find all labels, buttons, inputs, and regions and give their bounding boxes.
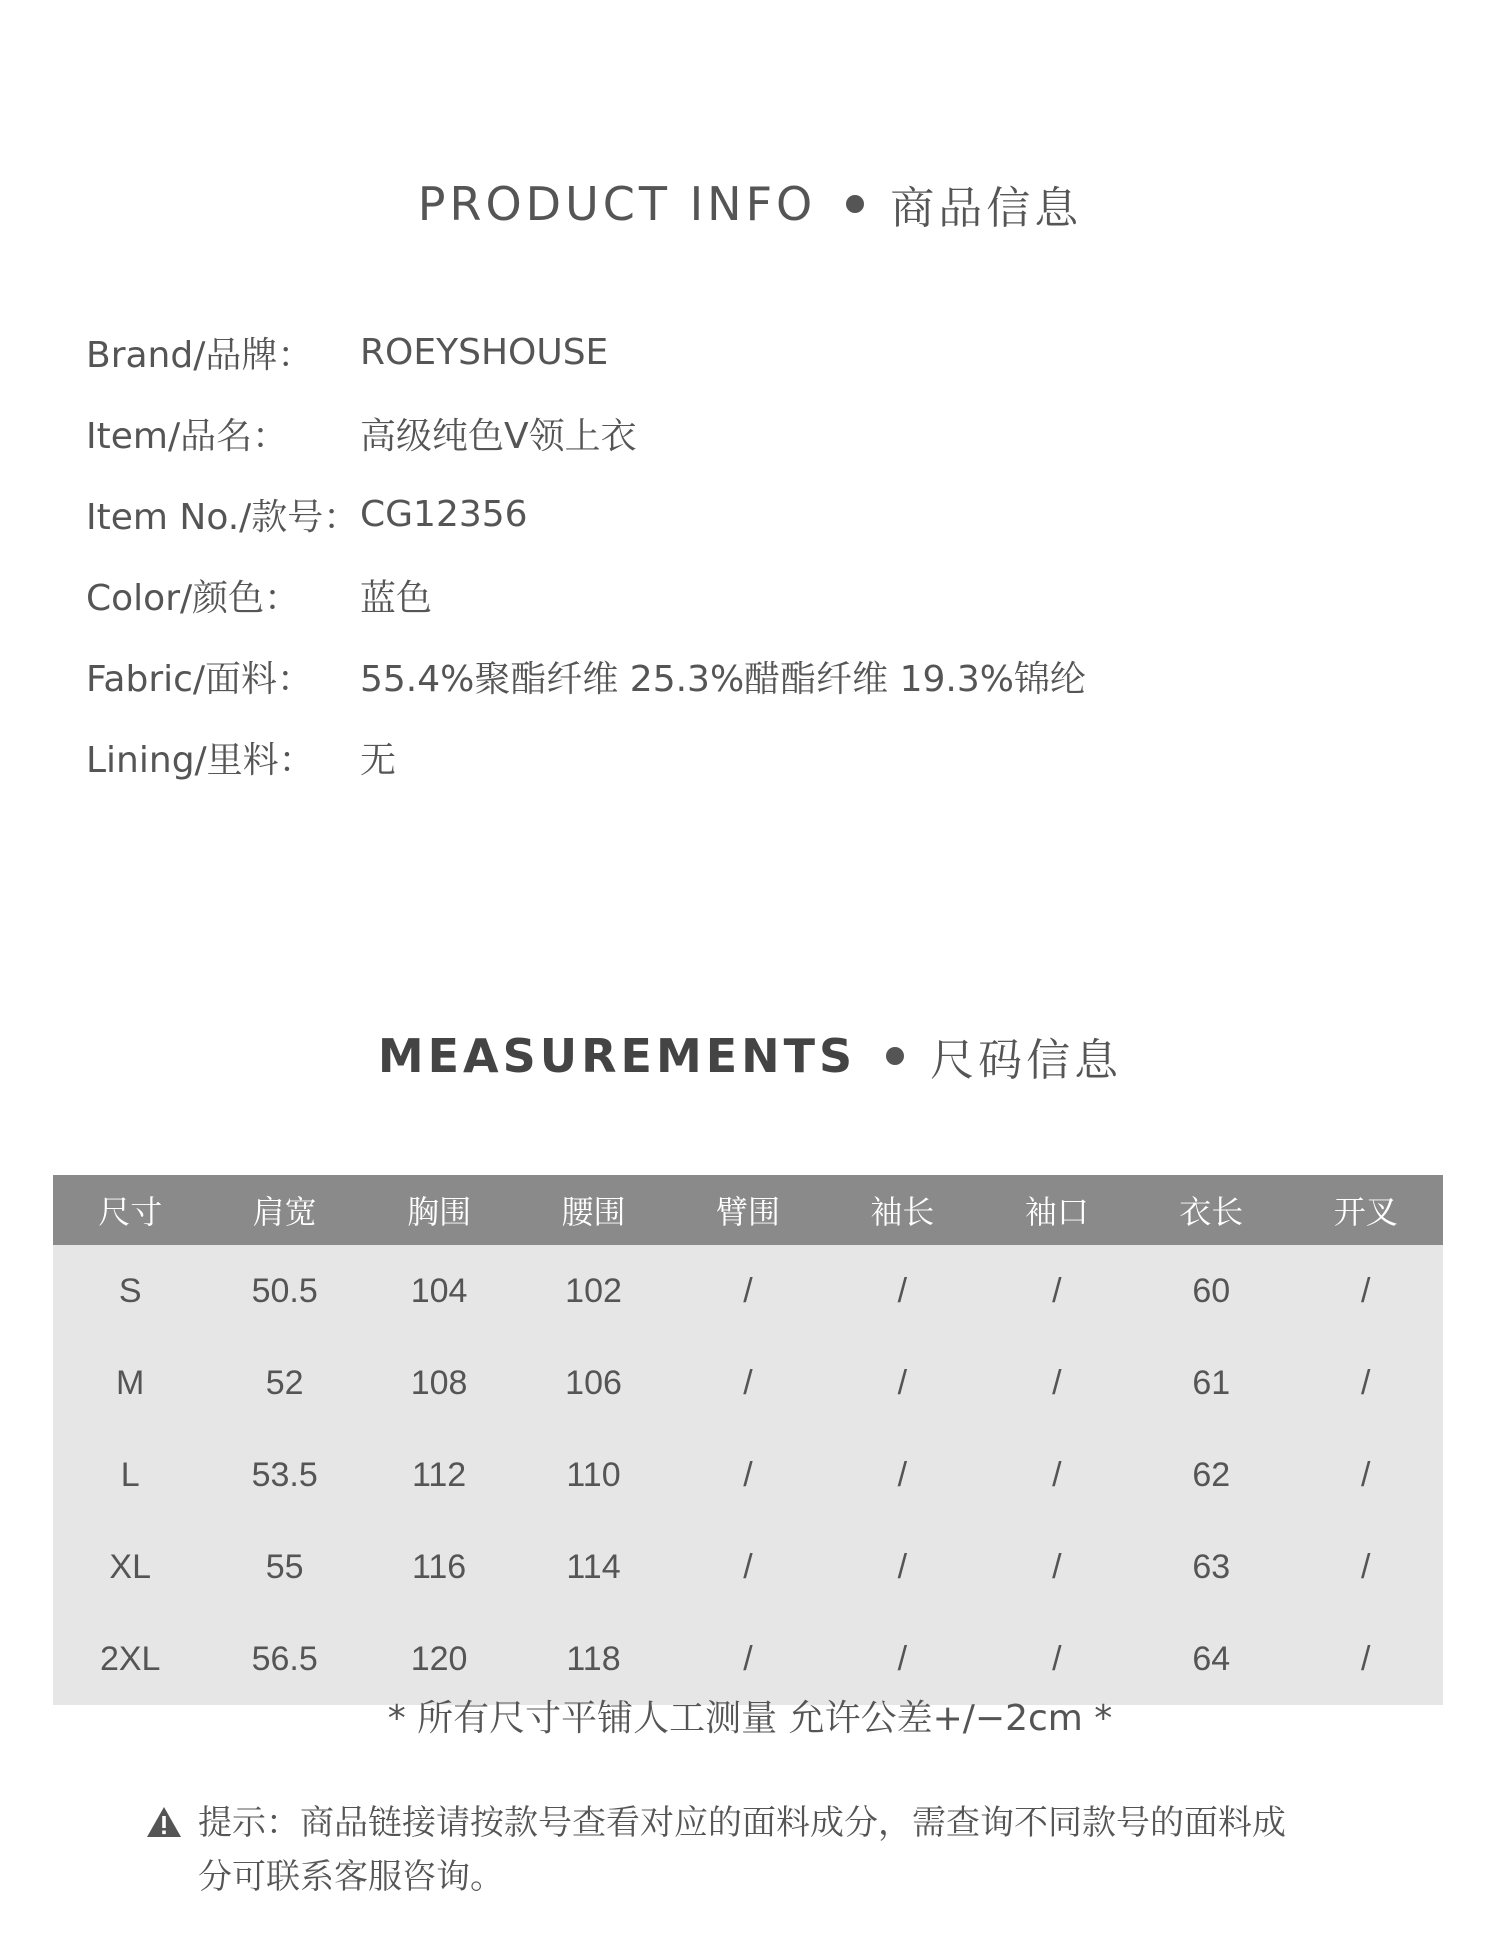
info-value: 蓝色: [360, 578, 433, 619]
table-cell: 114: [566, 1547, 621, 1586]
tolerance-note: * 所有尺寸平铺人工测量 允许公差+/−2cm *: [387, 1698, 1113, 1739]
table-cell: 53.5: [251, 1455, 318, 1494]
column-header: 开叉: [1333, 1193, 1398, 1231]
size-table-header-row: [53, 1175, 1443, 1245]
measurements-heading: [0, 1024, 1500, 1088]
table-cell: /: [1361, 1271, 1371, 1310]
table-cell: /: [897, 1455, 908, 1494]
tip-note: [198, 1796, 1318, 1904]
info-label: Item/品名：: [86, 416, 289, 457]
measurements-heading-zh: 尺码信息: [930, 1035, 1123, 1086]
table-cell: /: [743, 1547, 753, 1586]
table-cell: 61: [1192, 1363, 1231, 1402]
table-cell: /: [1361, 1639, 1371, 1678]
table-cell: 52: [265, 1363, 304, 1402]
info-row-brand: [86, 312, 1386, 393]
info-row-fabric: [86, 636, 1386, 717]
table-cell: /: [897, 1639, 908, 1678]
info-value: 55.4%聚酯纤维 25.3%醋酯纤维 19.3%锦纶: [360, 659, 1086, 700]
measurements-heading-en: MEASUREMENTS: [377, 1029, 857, 1083]
table-cell: /: [743, 1455, 753, 1494]
table-cell: /: [1052, 1271, 1062, 1310]
warning-icon: [146, 1806, 182, 1838]
info-row-item-no: [86, 474, 1386, 555]
table-row: [53, 1337, 1443, 1429]
heading-bullet-dot: [886, 1047, 904, 1065]
info-value: 无: [360, 740, 397, 781]
info-label: Lining/里料：: [86, 740, 315, 781]
table-cell: /: [743, 1639, 753, 1678]
table-cell: 120: [410, 1639, 468, 1678]
size-table-body: [53, 1245, 1443, 1705]
table-cell: /: [743, 1363, 753, 1402]
table-cell: 104: [410, 1271, 468, 1310]
size-label-cell: L: [120, 1455, 140, 1494]
table-cell: 108: [410, 1363, 468, 1402]
product-info-list: [86, 312, 1386, 798]
table-cell: /: [743, 1271, 753, 1310]
info-value: 高级纯色V领上衣: [360, 416, 637, 457]
info-value: ROEYSHOUSE: [360, 332, 609, 373]
table-cell: /: [1361, 1547, 1371, 1586]
info-label: Item No./款号：: [86, 497, 360, 538]
info-label: Brand/品牌：: [86, 335, 314, 376]
info-row-lining: [86, 717, 1386, 798]
size-label-cell: XL: [109, 1547, 152, 1586]
table-cell: 102: [565, 1271, 622, 1310]
table-cell: 63: [1192, 1547, 1231, 1586]
table-cell: 118: [566, 1639, 621, 1678]
product-info-heading-zh: 商品信息: [890, 183, 1083, 234]
size-label-cell: 2XL: [99, 1639, 161, 1678]
product-info-heading-en: PRODUCT INFO: [417, 177, 817, 231]
table-cell: 62: [1192, 1455, 1231, 1494]
tip-text: 提示：商品链接请按款号查看对应的面料成分，需查询不同款号的面料成分可联系客服咨询。: [198, 1803, 1286, 1897]
table-cell: /: [1052, 1455, 1062, 1494]
column-header: 尺寸: [98, 1193, 163, 1231]
table-cell: /: [1052, 1363, 1062, 1402]
table-cell: /: [1361, 1363, 1371, 1402]
table-cell: 55: [265, 1547, 304, 1586]
table-cell: 60: [1192, 1271, 1231, 1310]
table-cell: /: [897, 1547, 908, 1586]
heading-bullet-dot: [846, 195, 864, 213]
table-cell: /: [1361, 1455, 1371, 1494]
column-header: 袖长: [870, 1193, 935, 1231]
table-cell: 50.5: [251, 1271, 318, 1310]
info-value: CG12356: [360, 494, 528, 535]
table-row: [53, 1429, 1443, 1521]
info-row-color: [86, 555, 1386, 636]
table-cell: 116: [411, 1547, 467, 1586]
size-table: [53, 1175, 1443, 1705]
column-header: 胸围: [407, 1193, 472, 1231]
table-cell: 56.5: [251, 1639, 318, 1678]
table-cell: /: [1052, 1639, 1062, 1678]
table-row: [53, 1245, 1443, 1337]
column-header: 肩宽: [252, 1193, 317, 1231]
table-cell: 110: [566, 1455, 621, 1494]
size-label-cell: M: [116, 1363, 145, 1402]
table-cell: 112: [411, 1455, 467, 1494]
table-cell: /: [897, 1363, 908, 1402]
table-cell: 106: [565, 1363, 622, 1402]
info-label: Color/颜色：: [86, 578, 301, 619]
column-header: 腰围: [561, 1193, 626, 1231]
column-header: 袖口: [1024, 1193, 1089, 1231]
info-row-item: [86, 393, 1386, 474]
product-info-heading: [0, 172, 1500, 236]
table-cell: /: [897, 1271, 908, 1310]
size-label-cell: S: [118, 1271, 142, 1310]
table-cell: 64: [1192, 1639, 1231, 1678]
column-header: 臂围: [715, 1193, 780, 1231]
column-header: 衣长: [1179, 1193, 1244, 1231]
info-label: Fabric/面料：: [86, 659, 314, 700]
table-cell: /: [1052, 1547, 1062, 1586]
table-row: [53, 1521, 1443, 1613]
